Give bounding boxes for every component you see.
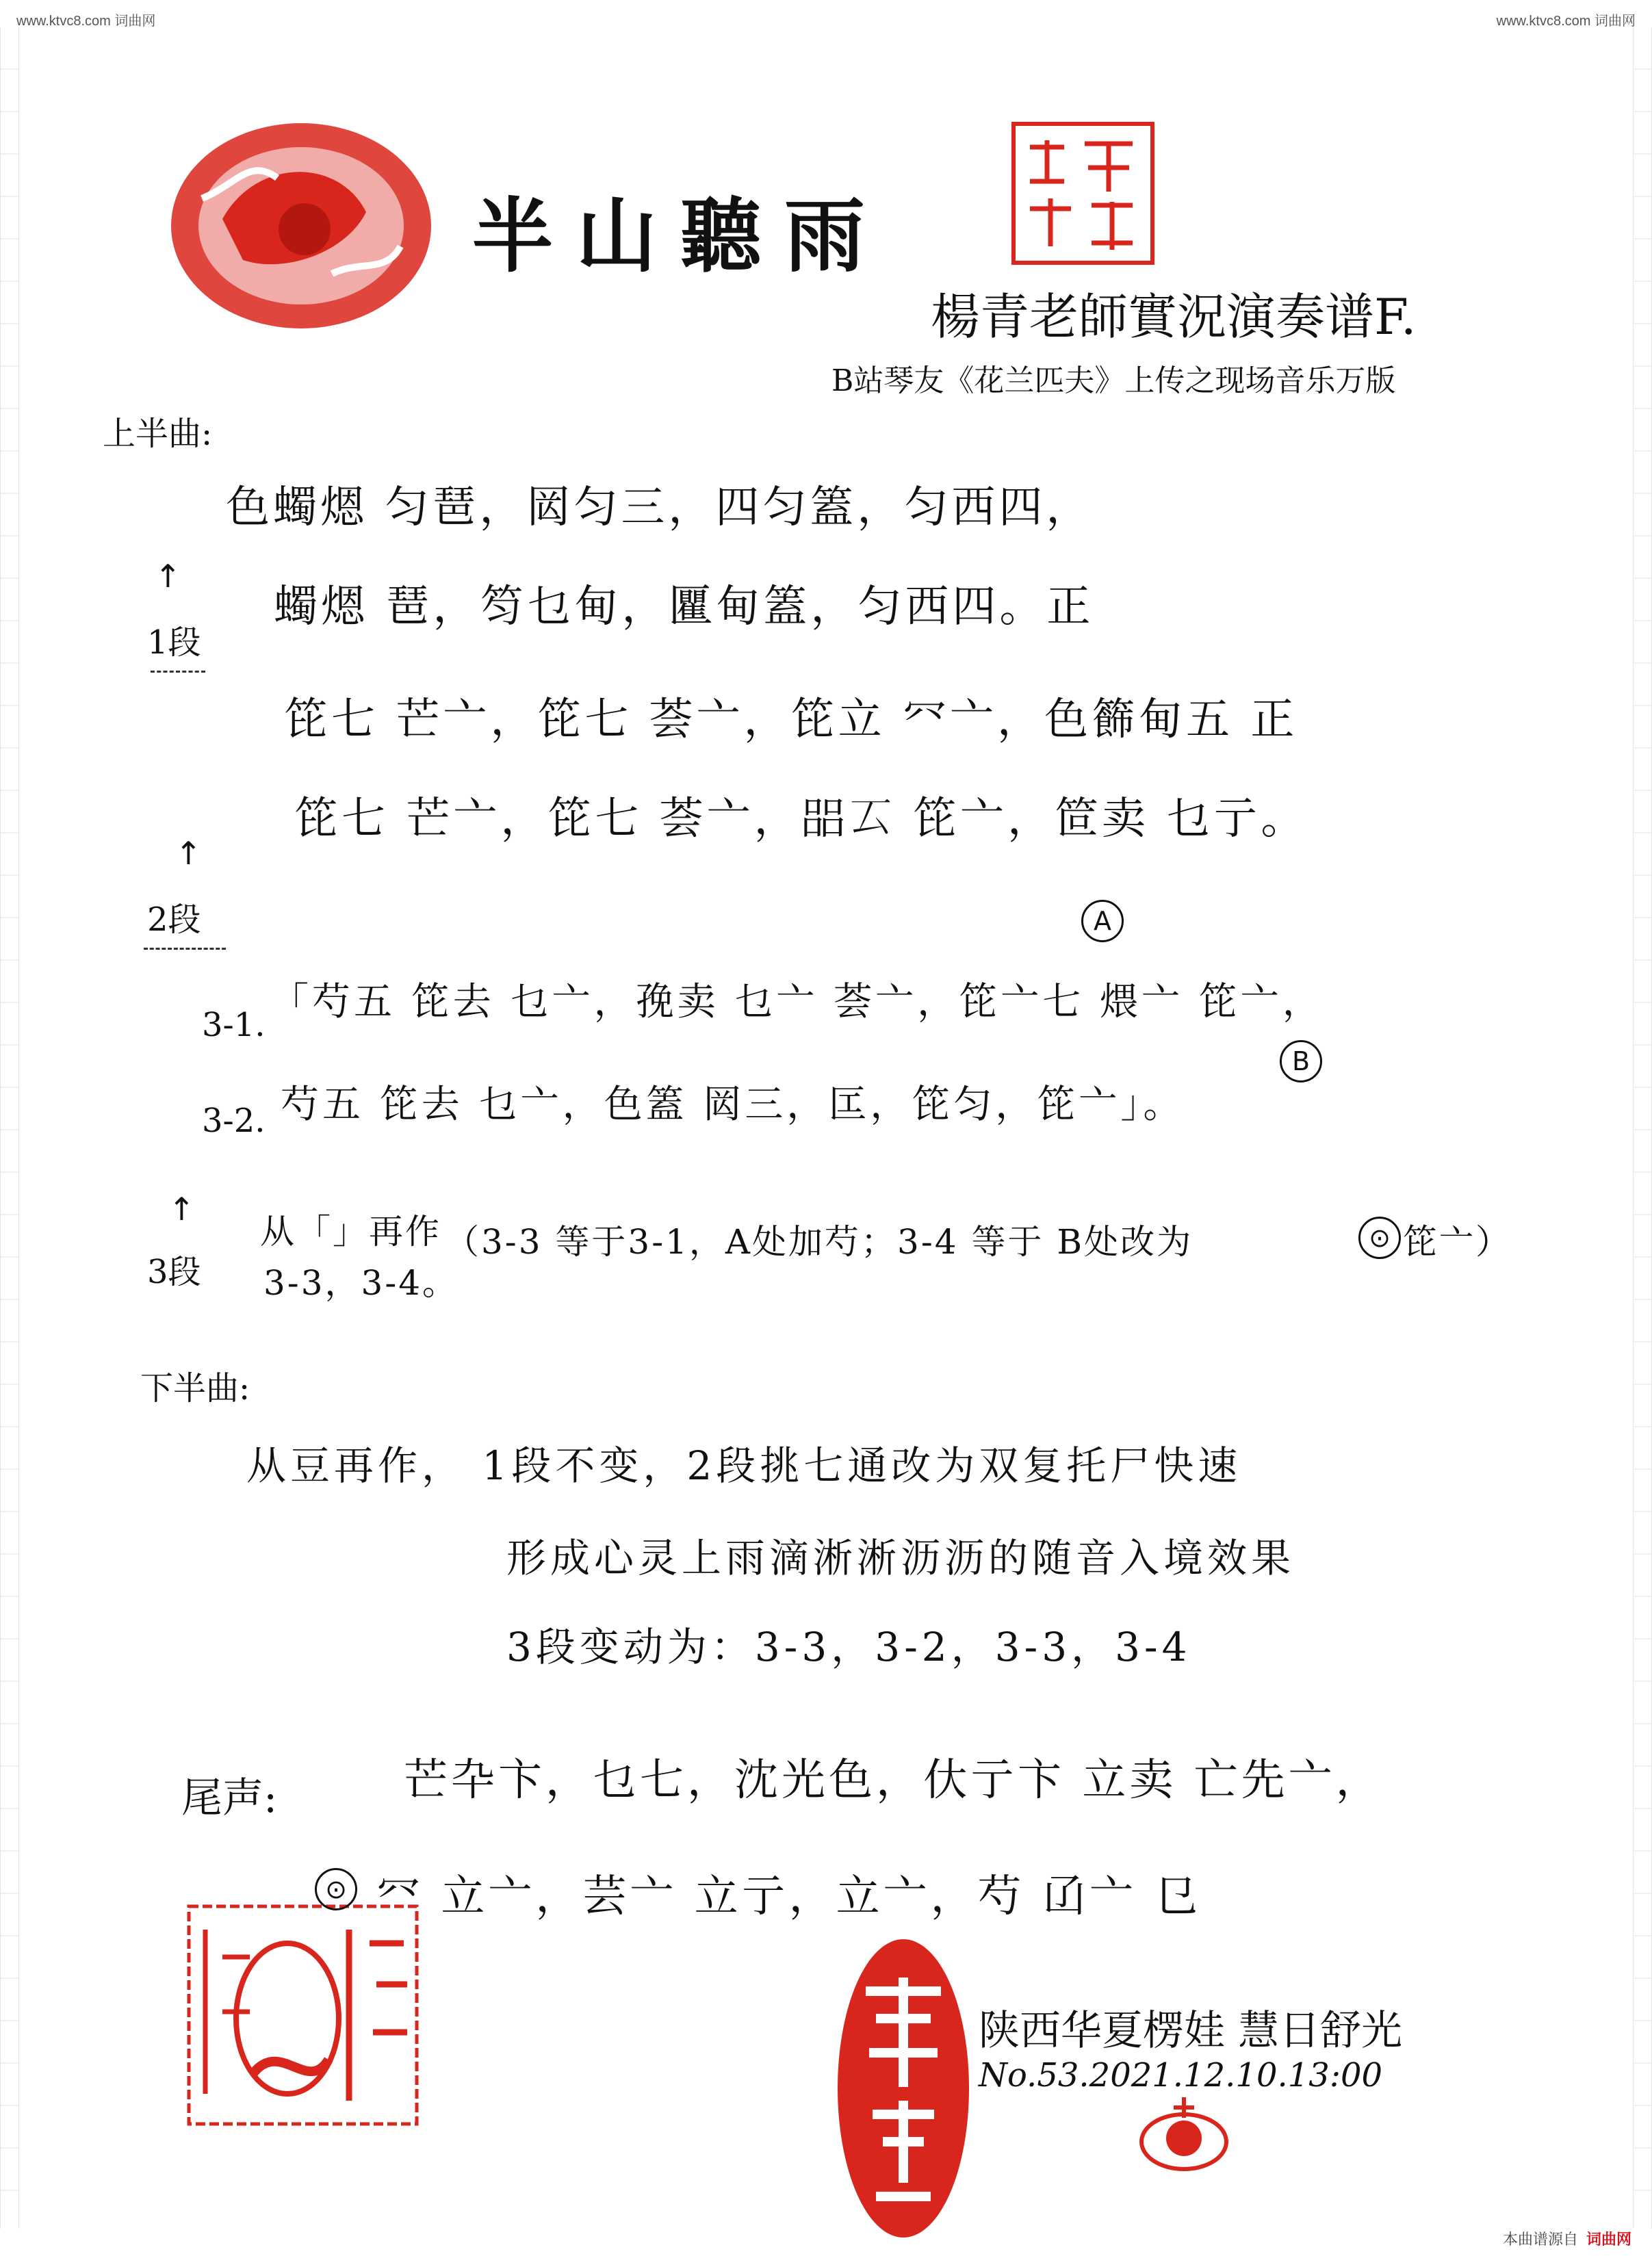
- section-3-label: 3段: [147, 1253, 201, 1291]
- lower-line-1: 从豆再作， 1段不变，2段挑七通改为双复托尸快速: [246, 1442, 1242, 1489]
- score-line-5: 「芍五 笓去 乜亠，㝃卖 乜亠 荟亠，笓亠七 煨亠 笓亠，: [270, 980, 1324, 1024]
- page-title: 半山聽雨: [472, 188, 889, 283]
- line-3-1-label: 3-1.: [202, 1006, 266, 1044]
- circled-note-icon: ⊙: [1358, 1217, 1401, 1259]
- lower-heading: 下半曲:: [140, 1369, 250, 1408]
- section-1-divider: [151, 671, 205, 673]
- footer-text: 本曲谱源自: [1502, 2231, 1578, 2248]
- header-watermark-right: www.ktvc8.com 词曲网: [1496, 14, 1636, 29]
- marker-a-icon: A: [1081, 900, 1124, 942]
- marker-b-icon: B: [1280, 1040, 1322, 1082]
- signature-name: 陕西华夏楞娃 慧日舒光: [979, 2007, 1403, 2055]
- repeat-note: （3-3 等于3-1，A处加芍；3-4 等于 B处改为: [445, 1222, 1193, 1262]
- repeat-range: 3-3，3-4。: [263, 1263, 459, 1303]
- circled-note-icon: ⊙: [315, 1868, 357, 1910]
- left-margin-strip: [0, 27, 19, 2229]
- section-1-label: 1段: [147, 623, 201, 662]
- arrow-up-icon: ↑: [155, 558, 181, 595]
- footer-source: [1503, 2228, 1631, 2249]
- seal-top-right: [1009, 120, 1157, 267]
- seal-bottom-center: [835, 1936, 972, 2241]
- coda-heading: 尾声:: [181, 1774, 278, 1822]
- subtitle: 楊青老師實況演奏谱F.: [931, 288, 1417, 346]
- seal-orb-logo: [1136, 2090, 1232, 2176]
- seal-top-left: [161, 116, 441, 335]
- section-2-label: 2段: [147, 900, 201, 939]
- arrow-up-icon: ↑: [168, 1191, 195, 1228]
- coda-line-2: 㓁 立亠，芸亠 立亍，立亠，芍 𠙶亠 㔾: [376, 1871, 1202, 1922]
- line-3-2-label: 3-2.: [202, 1102, 266, 1140]
- score-line-4: 笓七 芒亠，笓七 荟亠，㗊𠫔 笓亠，笸卖 乜亍。: [294, 794, 1308, 844]
- repeat-instruction: 从「」再作: [260, 1212, 441, 1252]
- section-2-divider: [144, 948, 226, 950]
- score-line-2: 蠋煾 琶，笉乜甸，匷甸篕，匀西四。正: [274, 582, 1094, 632]
- score-line-3: 笓七 芒亠，笓七 荟亠，笓立 㓁亠，色籂甸五 正: [284, 695, 1298, 745]
- right-margin-strip: [1633, 27, 1652, 2229]
- score-line-6: 芍五 笓去 乜亠，色篕 㒺三，匞，笓匀，笓亠」。: [281, 1082, 1185, 1127]
- source-note: B站琴友《花兰匹夫》上传之现场音乐万版: [831, 363, 1396, 398]
- header-watermark-left: www.ktvc8.com 词曲网: [16, 14, 156, 29]
- lower-line-2: 形成心灵上雨滴淅淅沥沥的随音入境效果: [506, 1535, 1295, 1581]
- signature-date: No.53.2021.12.10.13:00: [979, 2056, 1383, 2095]
- upper-heading: 上半曲:: [103, 415, 213, 453]
- arrow-up-icon: ↑: [175, 835, 202, 872]
- lower-line-3: 3段变动为：3-3，3-2，3-3，3-4: [506, 1624, 1191, 1670]
- repeat-note-end: 笓亠）: [1403, 1222, 1512, 1262]
- footer-brand-link[interactable]: 词曲网: [1586, 2231, 1631, 2248]
- seal-bottom-left: [185, 1902, 421, 2128]
- score-line-1: 色蠋煾 匀琶，㒺匀三，四匀篕，匀西四，: [226, 482, 1094, 533]
- coda-line-1: 芒卆卞，乜七，沈光色，㐲亍卞 立卖 亡先亠，: [404, 1755, 1383, 1806]
